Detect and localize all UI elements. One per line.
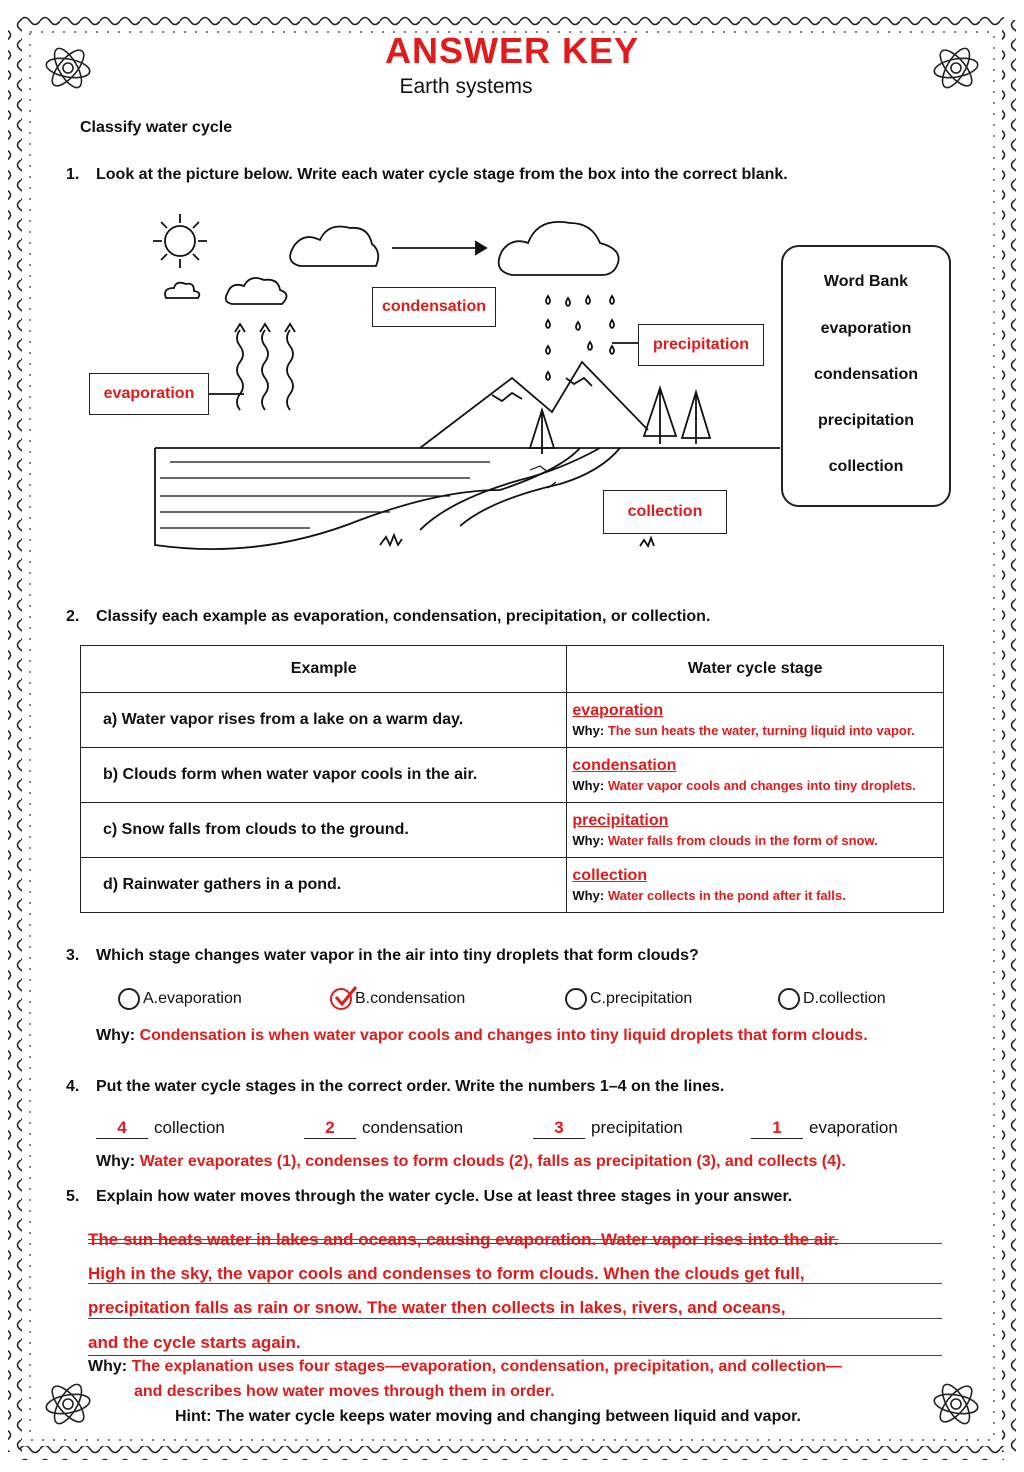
question-text: Put the water cycle stages in the correct order. Write the numbers 1–4 on the lines. xyxy=(96,1078,725,1095)
answer-blank[interactable]: 1 xyxy=(751,1118,803,1139)
table-row xyxy=(81,748,944,803)
question-number: 3. xyxy=(66,947,80,964)
question-text: Which stage changes water vapor in the air into tiny droplets that form clouds? xyxy=(96,947,699,964)
cloud-icon xyxy=(290,227,378,267)
answer-blank[interactable]: 3 xyxy=(533,1118,585,1139)
question-number: 2. xyxy=(66,608,80,625)
cloud-icon xyxy=(165,283,199,298)
hint-text: Hint: The water cycle keeps water moving and changing between liquid and vapor. xyxy=(175,1408,801,1425)
example-cell: d) Rainwater gathers in a pond. xyxy=(81,858,567,913)
table-row xyxy=(81,693,944,748)
checkmark-icon xyxy=(333,984,359,1010)
answer-line xyxy=(88,1355,942,1356)
essay-answer-line: The sun heats water in lakes and oceans, causing evaporation. Water vapor rises into the air. xyxy=(88,1230,839,1249)
option-c[interactable]: C. precipitation xyxy=(565,988,692,1010)
why-note: Why: Water vapor cools and changes into tiny droplets. xyxy=(572,778,916,793)
sun-icon xyxy=(153,214,207,268)
word-bank-item: precipitation xyxy=(817,412,914,429)
question-text: Classify each example as evaporation, condensation, precipitation, or collection. xyxy=(96,608,711,625)
grass-icon xyxy=(380,535,654,546)
q3-why: Why: Condensation is when water vapor cools and changes into tiny liquid droplets that form clouds. xyxy=(96,1027,868,1044)
stage-answer: collection xyxy=(572,867,648,884)
word-bank-title: Word Bank xyxy=(823,273,909,290)
evaporation-arrows-icon xyxy=(235,324,295,410)
diagram-label-collection: collection xyxy=(603,490,727,534)
answer-cell xyxy=(567,693,944,748)
stage-answer: precipitation xyxy=(572,812,669,829)
option-d[interactable]: D. collection xyxy=(778,988,886,1010)
question-number: 1. xyxy=(66,166,80,183)
river-icon xyxy=(420,448,620,530)
question-2 xyxy=(66,608,710,626)
word-bank-item: condensation xyxy=(813,366,918,383)
radio-circle-selected[interactable] xyxy=(330,988,352,1010)
answer-cell xyxy=(567,748,944,803)
word-bank-item: evaporation xyxy=(820,320,912,337)
raindrops-icon xyxy=(546,296,614,380)
radio-circle[interactable] xyxy=(565,988,587,1010)
answer-cell xyxy=(567,858,944,913)
answer-cell xyxy=(567,803,944,858)
table-row xyxy=(81,858,944,913)
radio-circle[interactable] xyxy=(778,988,800,1010)
answer-blank[interactable]: 2 xyxy=(304,1118,356,1139)
question-number: 4. xyxy=(66,1078,80,1095)
cloud-icon xyxy=(499,222,619,275)
order-item: 1 evaporation xyxy=(751,1118,898,1139)
example-cell: c) Snow falls from clouds to the ground. xyxy=(81,803,567,858)
section-title: Classify water cycle xyxy=(80,119,233,136)
essay-answer-line: and the cycle starts again. xyxy=(88,1333,301,1352)
question-text: Look at the picture below. Write each water cycle stage from the box into the correct blank. xyxy=(96,166,788,183)
table-row xyxy=(81,803,944,858)
order-item: 2 condensation xyxy=(304,1118,463,1139)
stage-answer: evaporation xyxy=(572,702,664,719)
stage-answer: condensation xyxy=(572,757,677,774)
essay-answer-line: High in the sky, the vapor cools and condenses to form clouds. When the clouds get full, xyxy=(88,1264,805,1283)
answer-line xyxy=(88,1318,942,1319)
q5-why-continued: and describes how water moves through them in order. xyxy=(134,1383,555,1400)
question-4 xyxy=(66,1078,724,1096)
question-text: Explain how water moves through the water cycle. Use at least three stages in your answer. xyxy=(96,1188,793,1205)
page-subtitle: Earth systems xyxy=(399,75,533,98)
classification-table xyxy=(80,645,944,913)
column-header: Water cycle stage xyxy=(567,646,944,693)
why-note: Why: Water collects in the pond after it falls. xyxy=(572,888,846,903)
q5-why: Why: The explanation uses four stages—evaporation, condensation, precipitation, and collection— xyxy=(88,1358,842,1375)
why-note: Why: Water falls from clouds in the form of snow. xyxy=(572,833,878,848)
diagram-label-condensation: condensation xyxy=(372,287,496,327)
column-header: Example xyxy=(81,646,567,693)
question-number: 5. xyxy=(66,1188,80,1205)
cloud-icon xyxy=(226,278,287,304)
example-cell: b) Clouds form when water vapor cools in the air. xyxy=(81,748,567,803)
radio-circle[interactable] xyxy=(118,988,140,1010)
why-note: Why: The sun heats the water, turning liquid into vapor. xyxy=(572,723,915,738)
question-5 xyxy=(66,1188,792,1206)
option-b[interactable]: B. condensation xyxy=(330,988,465,1010)
diagram-label-precipitation: precipitation xyxy=(638,324,764,366)
diagram-label-evaporation: evaporation xyxy=(89,373,209,415)
question-3 xyxy=(66,947,699,965)
word-bank xyxy=(781,245,951,507)
word-bank-item: collection xyxy=(828,458,904,475)
q4-why: Why: Water evaporates (1), condenses to form clouds (2), falls as precipitation (3), and collects (4). xyxy=(96,1153,846,1170)
order-item: 4 collection xyxy=(96,1118,225,1139)
option-a[interactable]: A. evaporation xyxy=(118,988,242,1010)
tree-icon xyxy=(530,388,710,454)
table-header-row xyxy=(81,646,944,693)
essay-answer-line: precipitation falls as rain or snow. The water then collects in lakes, rivers, and oceans, xyxy=(88,1298,786,1317)
question-1 xyxy=(66,166,788,184)
example-cell: a) Water vapor rises from a lake on a warm day. xyxy=(81,693,567,748)
answer-blank[interactable]: 4 xyxy=(96,1118,148,1139)
lake-icon xyxy=(155,448,580,549)
page-title: ANSWER KEY xyxy=(384,30,640,71)
order-item: 3 precipitation xyxy=(533,1118,683,1139)
